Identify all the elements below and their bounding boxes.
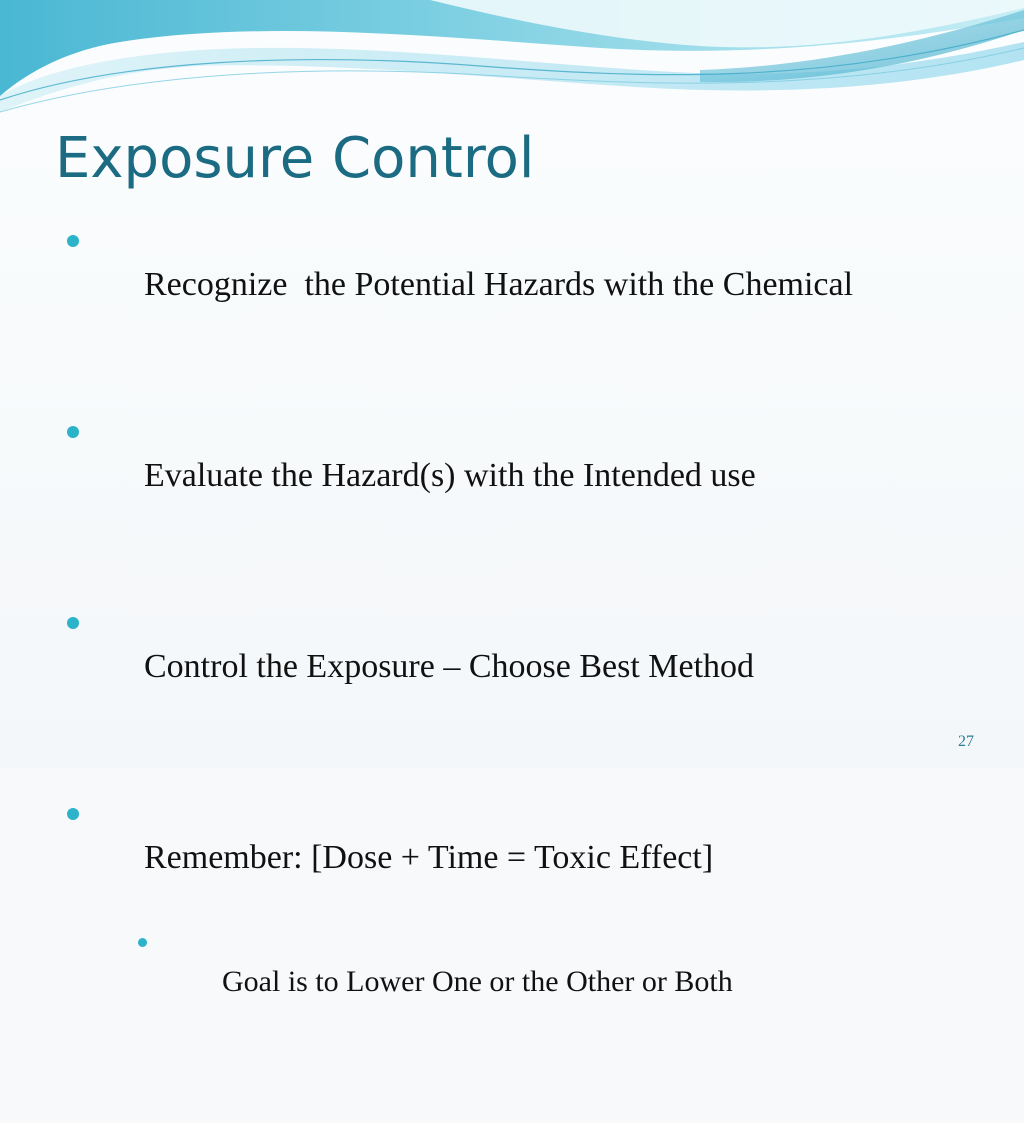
bullet-recognize bbox=[64, 222, 853, 348]
bullet-dot-icon bbox=[67, 426, 79, 438]
sub-bullet-text: Goal is to Lower One or the Other or Both bbox=[222, 965, 733, 998]
wave-decoration bbox=[0, 0, 1024, 140]
bullet-text: Remember: [Dose + Time = Toxic Effect] bbox=[144, 839, 714, 876]
bullet-dot-icon bbox=[67, 808, 79, 820]
sub-bullet-dot-icon bbox=[138, 938, 147, 947]
page-number: 27 bbox=[958, 733, 974, 750]
bullet-text: Recognize the Potential Hazards with the Chemical bbox=[144, 266, 854, 303]
bullet-text: Evaluate the Hazard(s) with the Intended use bbox=[144, 457, 756, 494]
bullet-evaluate bbox=[64, 413, 853, 539]
bullet-dot-icon bbox=[67, 235, 79, 247]
sub-bullet-goal bbox=[134, 925, 853, 1039]
bullet-text: Control the Exposure – Choose Best Method bbox=[144, 648, 755, 685]
bullet-list bbox=[64, 222, 853, 1123]
bullet-control bbox=[64, 604, 853, 730]
bullet-remember bbox=[64, 795, 853, 1123]
slide-title: Exposure Control bbox=[55, 126, 535, 191]
bullet-dot-icon bbox=[67, 617, 79, 629]
